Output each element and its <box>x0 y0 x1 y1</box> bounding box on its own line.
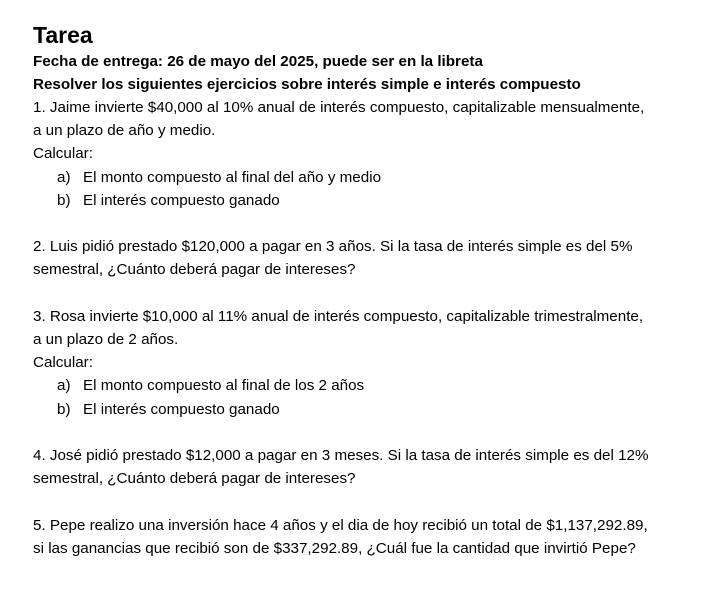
exercise-1-line-2: a un plazo de año y medio. <box>33 122 216 140</box>
list-marker: a) <box>57 168 71 186</box>
list-marker: b) <box>57 400 71 418</box>
due-date: Fecha de entrega: 26 de mayo del 2025, puede ser en la libreta <box>33 53 483 70</box>
exercise-2-line-1: 2. Luis pidió prestado $120,000 a pagar en 3 años. Si la tasa de interés simple es del 5% <box>33 238 633 256</box>
exercise-5-line-2: si las ganancias que recibió son de $337,292.89, ¿Cuál fue la cantidad que invirtió Pepe? <box>33 539 636 557</box>
list-item <box>33 166 700 189</box>
exercise-2-line-2: semestral, ¿Cuánto deberá pagar de intereses? <box>33 261 356 279</box>
exercise-3 <box>33 305 700 421</box>
list-item-text: El monto compuesto al final del año y medio <box>83 168 382 186</box>
spacer <box>33 282 700 305</box>
list-item-text: El interés compuesto ganado <box>83 191 280 209</box>
exercise-5 <box>33 514 700 560</box>
spacer <box>33 421 700 444</box>
instructions: Resolver los siguientes ejercicios sobre interés simple e interés compuesto <box>33 76 581 93</box>
list-item <box>33 374 700 397</box>
list-item <box>33 398 700 421</box>
exercise-5-line-1: 5. Pepe realizo una inversión hace 4 años y el dia de hoy recibió un total de $1,137,292.89, <box>33 516 648 534</box>
exercise-4-line-1: 4. José pidió prestado $12,000 a pagar en 3 meses. Si la tasa de interés simple es del 12% <box>33 447 649 464</box>
spacer <box>33 490 700 513</box>
exercise-2 <box>33 235 700 281</box>
list-item <box>33 189 700 212</box>
exercise-1-calc-label: Calcular: <box>33 145 93 163</box>
list-item-text: El interés compuesto ganado <box>83 400 280 418</box>
list-marker: a) <box>57 377 71 395</box>
exercise-3-calc-label: Calcular: <box>33 354 93 372</box>
exercise-1-line-1: 1. Jaime invierte $40,000 al 10% anual de interés compuesto, capitalizable mensualmente, <box>33 99 645 116</box>
list-marker: b) <box>57 191 71 209</box>
exercise-1-list <box>33 166 700 212</box>
exercise-3-line-2: a un plazo de 2 años. <box>33 331 179 348</box>
exercise-3-line-1: 3. Rosa invierte $10,000 al 11% anual de interés compuesto, capitalizable trimestralmente, <box>33 307 644 325</box>
list-item-text: El monto compuesto al final de los 2 años <box>83 377 365 395</box>
exercise-1 <box>33 96 700 212</box>
exercise-4-line-2: semestral, ¿Cuánto deberá pagar de intereses? <box>33 470 356 488</box>
exercise-4 <box>33 444 700 490</box>
spacer <box>33 212 700 235</box>
page-title: Tarea <box>33 22 93 48</box>
exercise-3-list <box>33 374 700 420</box>
